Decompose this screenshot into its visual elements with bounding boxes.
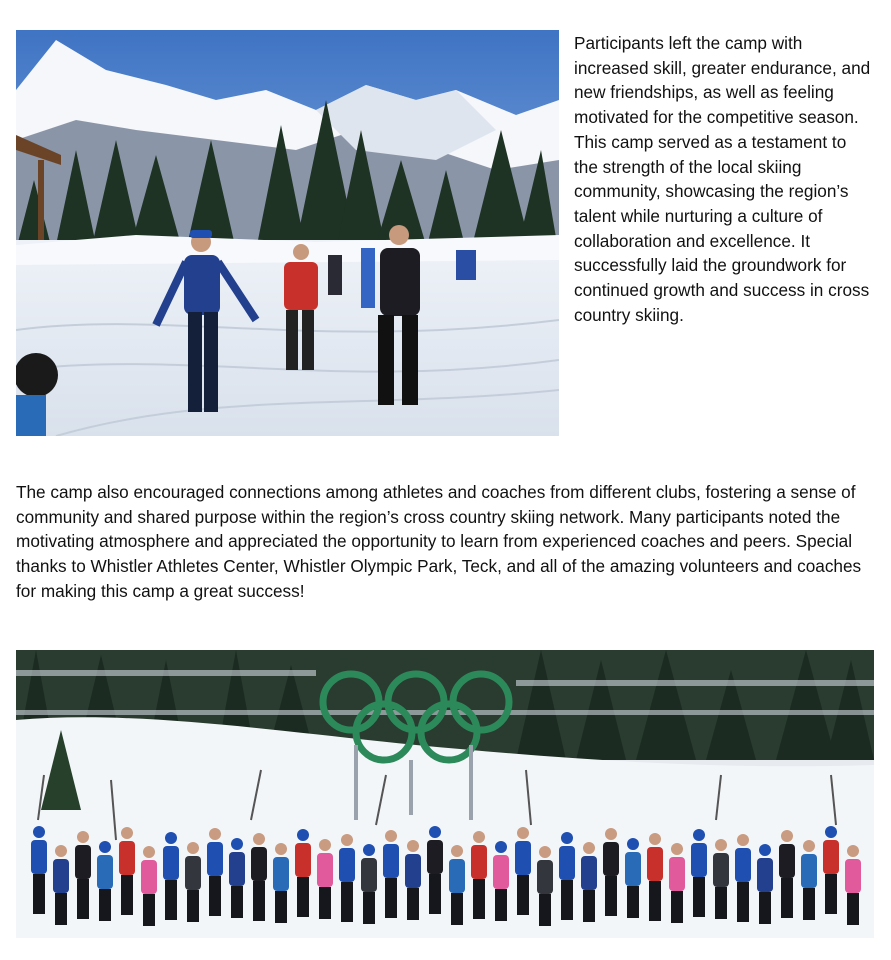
skiers-training-photo [16,30,559,436]
body-paragraph: The camp also encouraged connections among athletes and coaches from different clubs, fostering a sense of community and shared purpose within the region’s cross country skiing network. Many participants noted the motivating atmosphere and appreciated the opportunity to learn from experienced coaches and peers. Special thanks to Whistler Athletes Center, Whistler Olympic Park, Teck, and all of the amazing volunteers and coaches for making this camp a great success! [16,482,862,601]
side-paragraph: Participants left the camp with increased skill, greater endurance, and new friendships, as well as feeling motivated for the competitive season. This camp served as a testament to the strength of the local skiing community, showcasing the region’s talent while nurturing a culture of collaboration and excellence. It successfully laid the groundwork for continued growth and success in cross country skiing. [574,33,871,325]
group-photo [16,650,874,938]
skiers-training-image [16,30,559,436]
group-olympic-rings-image [16,650,874,938]
